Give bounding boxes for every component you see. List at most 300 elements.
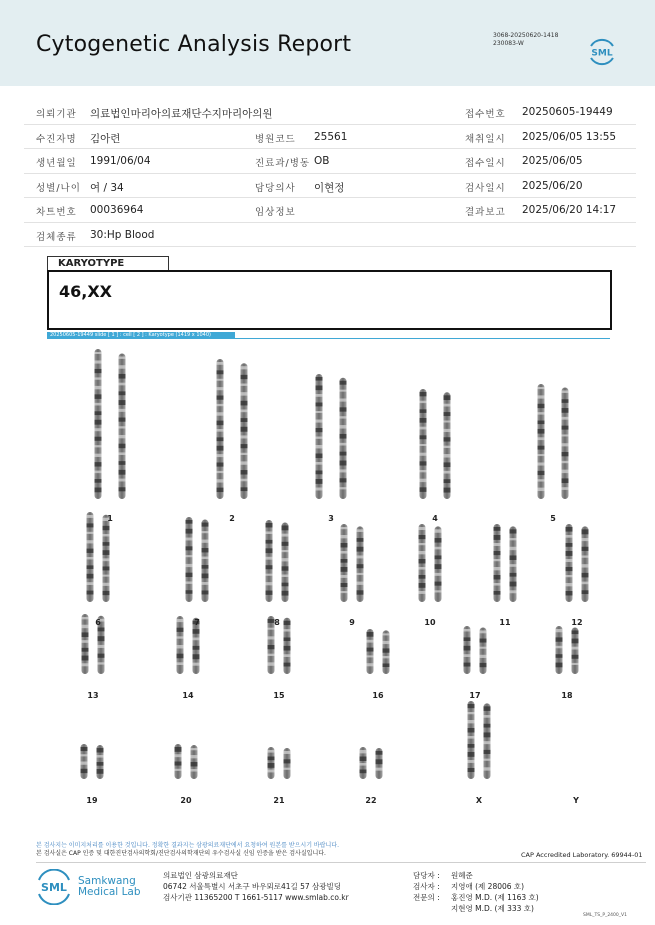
chromosome-number: 22: [365, 796, 377, 805]
chromosome-band: [435, 573, 442, 576]
chromosome-band: [435, 582, 442, 586]
info-row: [24, 174, 636, 199]
info-value: 30:Hp Blood: [90, 228, 155, 241]
chromosome-band: [494, 527, 501, 531]
chromosome-band: [103, 534, 110, 537]
info-label: 검사일시: [465, 182, 506, 194]
chromosome: [103, 515, 110, 602]
chromosome-band: [562, 408, 569, 413]
chromosome: [87, 512, 94, 602]
chromosome: [420, 389, 427, 499]
chromosome-band: [360, 770, 367, 774]
chromosome-number: 1: [107, 514, 113, 523]
chromosome-band: [376, 759, 383, 764]
staff-name: 홍진영 M.D. (제 1163 호): [451, 893, 539, 902]
chromosome-band: [562, 487, 569, 490]
chromosome-band: [538, 471, 545, 475]
chromosome-band: [357, 573, 364, 575]
chromosome-band: [241, 461, 248, 464]
chromosome-band: [376, 751, 383, 755]
chromosome-band: [241, 384, 248, 386]
chromosome-band: [82, 617, 89, 619]
chromosome-band: [562, 443, 569, 446]
chromosome-band: [284, 621, 291, 625]
info-value: 의료법인마리아의료재단수지마리아의원: [90, 108, 273, 120]
chromosome-band: [340, 452, 347, 456]
chromosome-band: [241, 409, 248, 412]
chromosome-band: [241, 453, 248, 455]
chromosome-band: [95, 394, 102, 399]
chromosome-band: [241, 479, 248, 482]
chromosome-band: [572, 639, 579, 644]
chromosome-band: [217, 437, 224, 441]
chromosome-band: [217, 454, 224, 457]
chromosome-band: [419, 535, 426, 539]
chromosome-band: [266, 531, 273, 534]
chromosome-band: [87, 515, 94, 518]
lab-address-line2: 06742 서울특별시 서초구 바우뫼로41길 57 삼광빌딩: [163, 882, 342, 891]
chromosome-number: 11: [499, 618, 511, 627]
chromosome-band: [340, 407, 347, 411]
cap-accreditation: CAP Accredited Laboratory. 69944-01: [521, 851, 643, 859]
chromosome-band: [444, 437, 451, 441]
chromosome-band: [562, 452, 569, 456]
chromosome-band: [484, 741, 491, 744]
chromosome-band: [464, 654, 471, 657]
chromosome-band: [444, 488, 451, 493]
chromosome-band: [494, 535, 501, 540]
chromosome-number: 6: [95, 618, 101, 627]
chromosome-number: 3: [328, 514, 334, 523]
chromosome-band: [360, 757, 367, 761]
chromosome-band: [420, 470, 427, 472]
chromosome: [241, 363, 248, 499]
chromosome-band: [340, 425, 347, 429]
info-value: 00036964: [90, 204, 144, 216]
chromosome-band: [538, 395, 545, 398]
staff-row: [413, 903, 539, 914]
chromosome-band: [316, 386, 323, 391]
chromosome-band: [484, 732, 491, 737]
chromosome-band: [241, 375, 248, 379]
chromosome-band: [566, 543, 573, 547]
info-row: [24, 100, 636, 125]
staff-role: 전문의 :: [413, 893, 440, 902]
chromosome-band: [95, 360, 102, 363]
chromosome: [266, 520, 273, 602]
chromosome-band: [191, 762, 198, 766]
chromosome-band: [217, 379, 224, 381]
chromosome-band: [494, 591, 501, 595]
chromosome-band: [316, 437, 323, 439]
chromosome: [444, 392, 451, 499]
chromosome-band: [284, 663, 291, 667]
chromosome-band: [435, 547, 442, 550]
chromosome: [435, 526, 442, 602]
chromosome-band: [556, 629, 563, 632]
chromosome-band: [241, 435, 248, 438]
chromosome-band: [95, 471, 102, 474]
chromosome-band: [383, 648, 390, 652]
chromosome-band: [566, 591, 573, 595]
chromosome-band: [95, 445, 102, 447]
chromosome-band: [444, 471, 451, 474]
chromosome-band: [566, 567, 573, 571]
chromosome-band: [177, 636, 184, 638]
chromosome-band: [193, 663, 200, 666]
chromosome-band: [119, 426, 126, 428]
chromosome-band: [217, 463, 224, 467]
chromosome-band: [538, 412, 545, 414]
lab-address-line1: 의료법인 삼광의료재단: [163, 871, 238, 880]
chromosome-band: [510, 538, 517, 540]
chromosome-number: 20: [180, 796, 192, 805]
chromosome-band: [193, 646, 200, 650]
chromosome-band: [357, 529, 364, 532]
chromosome: [360, 747, 367, 779]
chromosome-band: [510, 582, 517, 587]
chromosome-band: [420, 479, 427, 482]
chromosome-band: [268, 757, 275, 761]
chromosome-band: [202, 565, 209, 569]
chromosome-band: [494, 583, 501, 586]
info-label: 임상정보: [255, 207, 296, 218]
chromosome-band: [340, 443, 347, 446]
chromosome: [202, 520, 209, 602]
chromosome-band: [341, 535, 348, 538]
chromosome-band: [186, 573, 193, 577]
chromosome-band: [202, 523, 209, 527]
chromosome-number: 15: [273, 691, 285, 700]
chromosome-band: [217, 404, 224, 406]
chromosome-band: [268, 645, 275, 649]
chromosome: [510, 526, 517, 602]
chromosome-band: [538, 446, 545, 450]
chromosome-band: [464, 629, 471, 631]
chromosome: [316, 374, 323, 499]
chromosome-band: [444, 454, 451, 458]
chromosome-number: X: [475, 796, 483, 805]
chromosome-band: [419, 543, 426, 545]
chromosome-band: [119, 409, 126, 412]
chromosome-band: [582, 555, 589, 557]
chromosome-band: [119, 391, 126, 395]
chromosome-band: [316, 420, 323, 423]
chromosome: [562, 387, 569, 499]
chromosome-band: [87, 557, 94, 559]
chromosome-band: [484, 724, 491, 728]
chromosome-band: [95, 386, 102, 389]
chromosome-band: [217, 370, 224, 374]
chromosome-band: [95, 488, 102, 493]
chromosome-band: [566, 535, 573, 538]
chromosome: [177, 616, 184, 674]
staff-name: 지현영 M.D. (제 333 호): [451, 904, 534, 913]
chromosome-band: [282, 574, 289, 577]
chromosome-band: [357, 547, 364, 552]
chromosome-band: [562, 390, 569, 393]
chromosome-band: [468, 720, 475, 723]
footer-notes: [36, 842, 339, 858]
chromosome-band: [316, 403, 323, 407]
chromosome-band: [82, 625, 89, 628]
chromosome-band: [484, 767, 491, 770]
staff-row: [413, 881, 539, 892]
info-label: 검체종류: [36, 231, 77, 243]
chromosome: [284, 618, 291, 674]
chromosome-band: [340, 487, 347, 489]
chromosome-band: [419, 591, 426, 594]
chromosome-band: [193, 629, 200, 634]
chromosome-band: [556, 646, 563, 648]
chromosome-band: [464, 646, 471, 651]
chromosome-band: [175, 769, 182, 771]
footer-note-2: 본 검사실은 CAP 인증 및 대한진단검사의학회/진단검사의학재단의 우수검사실 신임 인증을 받은 검사실입니다.: [36, 850, 326, 857]
chromosome-band: [119, 444, 126, 448]
chromosome-band: [95, 428, 102, 431]
chromosome-band: [419, 583, 426, 588]
chromosome-band: [98, 636, 105, 641]
chromosome: [175, 744, 182, 779]
chromosome: [82, 614, 89, 674]
chromosome-band: [480, 663, 487, 667]
chromosome-band: [284, 768, 291, 770]
chromosome-band: [582, 573, 589, 578]
info-value: 김아련: [90, 132, 121, 145]
chromosome-band: [444, 404, 451, 407]
chromosome-band: [82, 632, 89, 637]
chromosome-band: [98, 654, 105, 658]
chromosome-body: [538, 384, 545, 499]
chromosome-band: [217, 471, 224, 473]
chromosome-band: [444, 479, 451, 483]
chromosome-band: [119, 435, 126, 438]
chromosome-band: [87, 523, 94, 527]
chromosome-band: [367, 648, 374, 652]
info-value: 20250605-19449: [522, 106, 613, 118]
chromosome-band: [282, 566, 289, 570]
chromosome-band: [81, 762, 88, 765]
chromosome-band: [341, 527, 348, 529]
chromosome-band: [119, 479, 126, 482]
chromosome-band: [284, 629, 291, 631]
chromosome-band: [217, 446, 224, 451]
chromosome-band: [282, 558, 289, 561]
chromosome-band: [268, 628, 275, 630]
chromosome-band: [284, 759, 291, 763]
chromosome-band: [82, 648, 89, 652]
chromosome-number: 17: [469, 691, 481, 700]
chromosome: [340, 378, 347, 499]
chromosome-band: [538, 479, 545, 481]
info-label: 채취일시: [465, 133, 506, 145]
chromosome-band: [103, 566, 110, 570]
chromosome-band: [217, 429, 224, 432]
chromosome-band: [341, 567, 348, 572]
chromosome-band: [95, 420, 102, 425]
chromosome-band: [87, 591, 94, 595]
chromosome-band: [103, 591, 110, 595]
chromosome-band: [556, 637, 563, 641]
chromosome-band: [217, 488, 224, 492]
info-label: 생년월일: [36, 158, 77, 169]
chromosome: [464, 626, 471, 674]
chromosome-band: [119, 374, 126, 379]
chromosome-band: [217, 387, 224, 390]
chromosome-band: [538, 488, 545, 491]
chromosome-band: [419, 527, 426, 530]
info-row: [24, 125, 636, 150]
lab-address: [163, 870, 349, 903]
chromosome-band: [468, 768, 475, 772]
chromosome-band: [202, 574, 209, 579]
chromosome-band: [186, 564, 193, 567]
chromosome-band: [435, 529, 442, 532]
chromosome-band: [566, 583, 573, 586]
info-label: 성별/나이: [36, 182, 81, 194]
samkwang-logo-text: SML: [41, 881, 67, 894]
chromosome-number: 5: [550, 514, 556, 523]
chromosome-band: [480, 639, 487, 643]
chromosome: [572, 627, 579, 674]
chromosome-band: [341, 575, 348, 578]
chromosome-band: [510, 564, 517, 567]
chromosome-band: [562, 461, 569, 463]
chromosome-band: [177, 619, 184, 622]
chromosome-band: [538, 462, 545, 465]
staff-name: 지영애 (제 28006 호): [451, 882, 525, 891]
report-id: [493, 32, 558, 48]
chromosome-band: [95, 411, 102, 415]
chromosome-band: [87, 565, 94, 569]
chromosome-band: [282, 542, 289, 546]
chromosome-band: [340, 416, 347, 418]
chromosome-band: [340, 461, 347, 466]
chromosome-band: [562, 434, 569, 436]
chromosome-number: 16: [372, 691, 384, 700]
chromosome-number: 18: [561, 691, 573, 700]
chromosome: [284, 748, 291, 779]
chromosome-number: 21: [273, 796, 285, 805]
chromosome-band: [480, 630, 487, 633]
chromosome-band: [202, 548, 209, 552]
chromosome-band: [316, 445, 323, 448]
chromosome-band: [119, 400, 126, 405]
chromosome-band: [566, 527, 573, 532]
chromosome-band: [420, 392, 427, 396]
chromosome-band: [241, 418, 248, 422]
chromosome-band: [241, 427, 248, 432]
chromosome-band: [119, 452, 126, 455]
chromosome-band: [582, 529, 589, 534]
chromosome-band: [419, 559, 426, 563]
staff-list: [413, 870, 539, 914]
chromosome-band: [510, 573, 517, 577]
info-label: 접수번호: [465, 109, 506, 120]
chromosome-band: [266, 574, 273, 576]
info-row: [24, 149, 636, 174]
chromosome-band: [119, 383, 126, 386]
chromosome-band: [367, 640, 374, 643]
chromosome: [186, 517, 193, 602]
chromosome-band: [538, 387, 545, 389]
chromosome-band: [484, 759, 491, 761]
chromosome-band: [191, 755, 198, 758]
chromosome-number: 10: [424, 618, 436, 627]
chromosome-band: [572, 663, 579, 665]
chromosome-band: [282, 534, 289, 537]
chromosome-band: [468, 752, 475, 757]
chromosome-band: [562, 426, 569, 430]
chromosome-band: [316, 471, 323, 475]
chromosome-band: [217, 479, 224, 482]
chromosome-band: [357, 555, 364, 558]
chromosome-band: [175, 754, 182, 757]
chromosome-band: [87, 532, 94, 534]
chromosome-band: [95, 454, 102, 457]
chromosome-number: Y: [573, 796, 579, 805]
chromosome-band: [420, 427, 427, 430]
chromosome-band: [97, 762, 104, 766]
chromosome-band: [316, 488, 323, 491]
chromosome-band: [119, 418, 126, 422]
chromosome-band: [266, 591, 273, 595]
chromosome-band: [284, 654, 291, 657]
chromosome-band: [468, 744, 475, 748]
chromosome: [191, 745, 198, 779]
chromosome-band: [98, 628, 105, 632]
chromosome-band: [119, 461, 126, 465]
chromosome-band: [98, 645, 105, 648]
chromosome: [566, 524, 573, 602]
chromosome: [480, 627, 487, 674]
chromosome-band: [444, 429, 451, 432]
chromosome-band: [82, 640, 89, 643]
patient-info-table: [24, 100, 636, 247]
chromosome-band: [177, 645, 184, 648]
chromosome-band: [383, 656, 390, 658]
report-id-line2: 230083-W: [493, 40, 524, 47]
chromosome-band: [340, 478, 347, 482]
chromosome-band: [316, 428, 323, 432]
chromosome-number: 2: [229, 514, 235, 523]
chromosome-band: [566, 559, 573, 562]
slide-info-bar: 20250605-19449 slide [ 1 ] : cell [ 2 ] : Karyotype (1419 x 1040): [47, 332, 235, 339]
chromosome-band: [494, 551, 501, 555]
chromosome-band: [572, 630, 579, 634]
chromosome-band: [186, 546, 193, 550]
chromosome-band: [186, 520, 193, 524]
chromosome-band: [119, 470, 126, 475]
chromosome: [484, 703, 491, 779]
chromosome-band: [103, 583, 110, 586]
chromosome-band: [383, 663, 390, 667]
chromosome-band: [562, 470, 569, 474]
chromosome-band: [217, 412, 224, 415]
chromosome-band: [468, 728, 475, 732]
chromosome-band: [103, 526, 110, 530]
chromosome-band: [383, 633, 390, 635]
form-code: SML_TS_P_2400_V1: [583, 913, 627, 918]
chromosome-band: [357, 538, 364, 542]
chromosome-band: [119, 357, 126, 359]
chromosome-band: [556, 663, 563, 668]
info-value: 2025/06/05 13:55: [522, 130, 617, 143]
chromosome: [119, 354, 126, 500]
info-value: 여 / 34: [90, 181, 124, 194]
chromosome-band: [340, 434, 347, 439]
info-label: 결과보고: [465, 207, 506, 218]
